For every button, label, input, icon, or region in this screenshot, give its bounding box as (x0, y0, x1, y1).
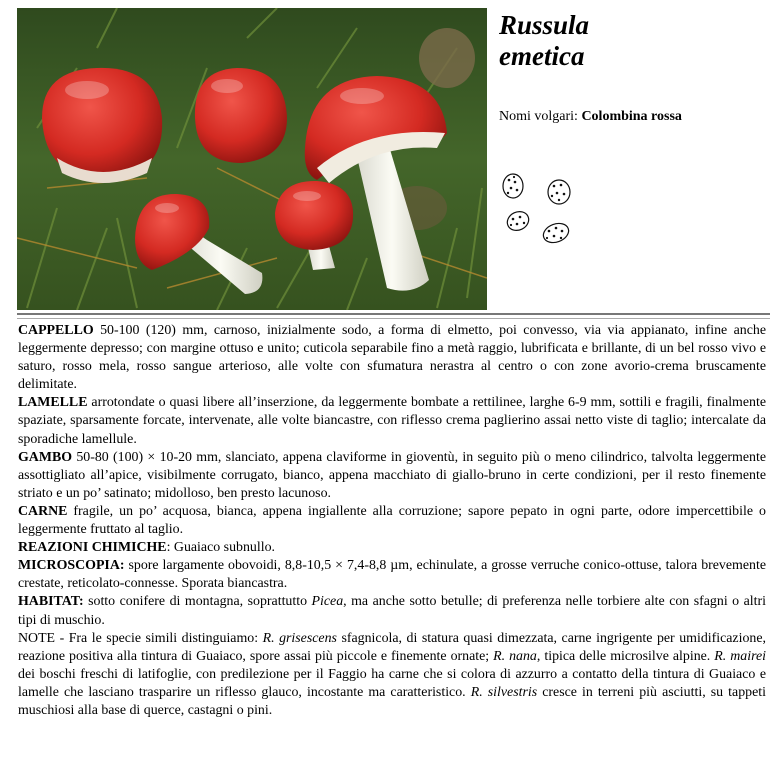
species-reference: R. mairei (714, 648, 766, 664)
common-names-label: Nomi volgari: (499, 109, 578, 124)
section-text: dei boschi freschi di latifoglie, con predilezione per il Faggio ha carne che si colora di azzurro a contatto della tintura di Guaiaco e lamelle che lasciano trasparire un riflesso glauco, incostante ma caratteristico. (18, 666, 766, 700)
mushroom-illustration (17, 8, 487, 310)
section-text: sotto conifere di montagna, soprattutto (83, 594, 312, 610)
mushroom-photo (17, 8, 487, 310)
species-reference: R. nana (493, 648, 537, 664)
section-text: cresce in terreni più asciutti, su tappeti muschiosi alla base di querce, castagni o pini. (18, 684, 766, 718)
section-text: spore largamente obovoidi, 8,8-10,5 × 7,4-8,8 µm, echinulate, a grosse verruche conico-ottuse, talora brevemente crestate, reticolato-connesse. Sporata biancastra. (18, 558, 766, 592)
description-text (18, 322, 766, 720)
section-label: CAPPELLO (18, 323, 94, 338)
section-text: arrotondate o quasi libere all’inserzione, da leggermente bombate a rettilinee, larghe 6-9 mm, sottili e fragili, finalmente spaziate, sparsamente forcate, intervenate, alle volte biancastre, con riflesso crema paglierino assai netto viste di taglio; intercalate da sporadiche lamellule. (18, 395, 766, 447)
common-name-value: Colombina rossa (581, 109, 682, 124)
section-lamelle (18, 394, 766, 448)
section-text: 50-80 (100) × 10-20 mm, slanciato, appena claviforme in gioventù, in seguito più o meno cilindrico, talvolta leggermente assottigliato all’apice, visibilmente corrugato, bianco, appena macchiato di giallo-bruno in certe condizioni, per il resto finemente striato e un po’ satinato; midolloso, ben presto lacunoso. (18, 449, 766, 501)
section-cappello (18, 322, 766, 394)
section-label: MICROSCOPIA: (18, 558, 125, 574)
common-names (499, 109, 682, 125)
section-label: REAZIONI CHIMICHE (18, 540, 167, 556)
section-text: sfagnicola, di statura quasi dimezzata, carne ingrigente per umidificazione, reazione positiva alla tintura di Guaiaco, spore assai più piccole e finemente ornate; (18, 630, 766, 664)
section-text: , ma anche sotto betulle; di preferenza nelle torbiere alte con sfagni o altri tipi di muschio. (18, 594, 766, 628)
section-carne (18, 503, 766, 539)
species-reference: R. grisescens (262, 630, 337, 646)
section-label: HABITAT: (18, 594, 84, 610)
divider-thin (17, 318, 770, 319)
section-text: 50-100 (120) mm, carnoso, inizialmente sodo, a forma di elmetto, poi convesso, via via appianato, infine anche leggermente depresso; con margine ottuso e unito; cuticola separabile fino a metà raggio, lubrificata e brillante, di un bel rosso vivo e saturo, rosso mela, rosso sangue arterioso, alle volte con sfumatura nerastra al centro o con zone avorio-crema bruscamente delimitate. (18, 323, 766, 393)
section-reazioni-chimiche (18, 539, 766, 557)
section-text: fragile, un po’ acquosa, bianca, appena ingiallente alla corruzione; sapore pepato in ogni parte, odore impercettibile o leggermente fruttato al taglio. (18, 503, 766, 538)
species-name (499, 10, 759, 72)
species-reference: Picea (311, 594, 344, 610)
section-gambo (18, 449, 766, 503)
divider-thick (17, 313, 770, 315)
spore-1 (503, 174, 523, 198)
section-habitat (18, 593, 766, 629)
section-label: NOTE (18, 630, 56, 646)
species-epithet: emetica (499, 41, 585, 71)
section-text: - Fra le specie simili distinguiamo: (55, 630, 263, 646)
species-reference: R. silvestris (470, 684, 538, 700)
genus-name: Russula (499, 10, 590, 40)
spore-drawings (499, 168, 579, 252)
section-text: , tipica delle microsilve alpine. (536, 648, 715, 664)
section-text: : Guaiaco subnullo. (166, 540, 275, 556)
section-microscopia (18, 557, 766, 593)
section-label: LAMELLE (18, 395, 88, 411)
spore-3 (504, 208, 532, 234)
spore-4 (541, 220, 572, 246)
section-note (18, 630, 766, 720)
title-block (499, 10, 759, 72)
section-label: GAMBO (18, 449, 73, 465)
section-label: CARNE (18, 503, 68, 519)
